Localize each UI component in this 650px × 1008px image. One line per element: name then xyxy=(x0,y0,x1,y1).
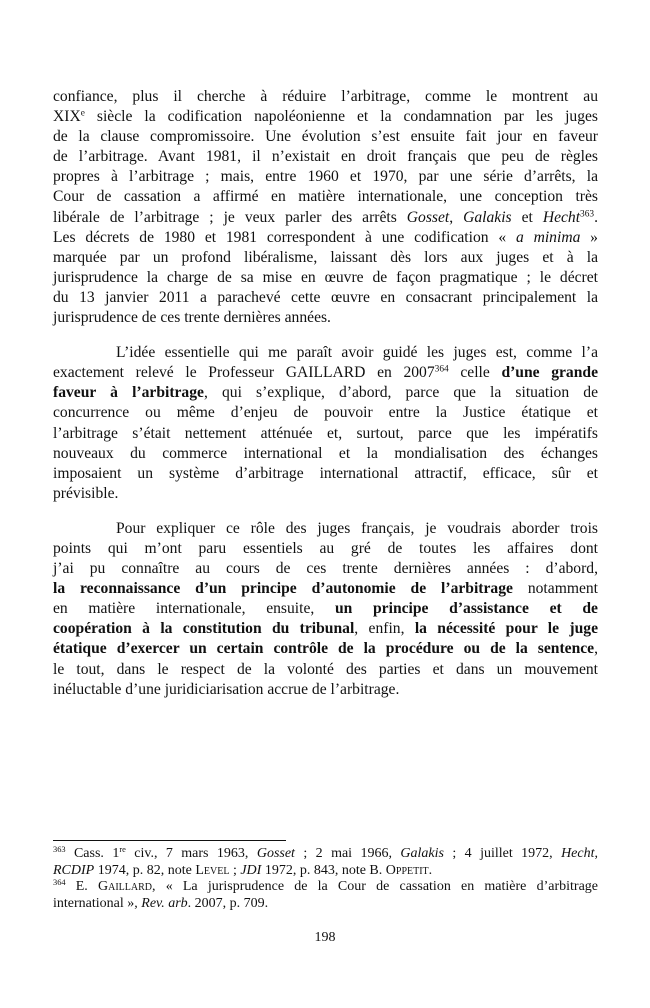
text-run: JDI xyxy=(240,862,262,878)
text-line xyxy=(53,363,598,383)
text-run: E. xyxy=(65,879,98,895)
text-run: , xyxy=(449,208,464,226)
text-line xyxy=(53,579,598,599)
text-run: XIX xyxy=(53,108,81,126)
paragraph xyxy=(53,87,598,328)
text-run: ; xyxy=(229,862,241,878)
text-run: , xyxy=(594,640,598,658)
footnote-line xyxy=(53,896,598,913)
text-run: de la clause compromissoire. Une évolution s’est ensuite fait jour en faveur xyxy=(53,128,598,146)
text-line xyxy=(53,444,598,464)
text-run: 1974, p. 82, note xyxy=(94,862,196,878)
text-run: Gaillard xyxy=(98,879,152,895)
text-run: a minima xyxy=(515,228,581,246)
text-run: exactement relevé le Professeur GAILLARD en 2007 xyxy=(53,364,435,382)
text-line xyxy=(53,383,598,403)
text-run: la nécessité pour le juge xyxy=(414,620,598,638)
text-run: Galakis xyxy=(463,208,512,226)
text-run: . xyxy=(428,862,433,878)
text-line xyxy=(53,484,598,504)
footnote-line xyxy=(53,863,598,880)
text-run: Cour de cassation a affirmé en matière internationale, une conception très xyxy=(53,188,598,206)
text-run: l’arbitrage s’était nettement atténuée et, surtout, parce que les impératifs xyxy=(53,424,598,442)
text-run: notamment xyxy=(512,580,598,598)
text-run: étatique d’exercer un certain contrôle de la procédure ou de la sentence xyxy=(53,640,595,658)
superscript: 363 xyxy=(53,844,66,854)
page-number: 198 xyxy=(314,930,336,945)
text-line xyxy=(53,288,598,308)
text-run: siècle la codification napoléonienne et la condamnation par les juges xyxy=(84,108,598,126)
text-run: marquée par un profond libéralisme, laissant dès lors aux juges et à la xyxy=(53,248,598,266)
text-run: RCDIP xyxy=(53,862,95,878)
text-run: en matière internationale, ensuite, xyxy=(53,600,335,618)
text-run: le tout, dans le respect de la volonté des parties et dans un mouvement xyxy=(53,660,598,678)
text-run: » xyxy=(580,228,598,246)
text-line xyxy=(53,127,598,147)
superscript: 364 xyxy=(434,364,449,375)
text-run: de l’arbitrage. Avant 1981, il n’existait en droit français que peu de règles xyxy=(53,148,598,166)
text-line xyxy=(53,187,598,207)
paragraph xyxy=(53,519,598,700)
text-run: international », xyxy=(53,895,142,911)
superscript: e xyxy=(80,108,85,119)
text-run: , qui s’explique, d’abord, parce que la situation de xyxy=(203,384,598,402)
text-run: , xyxy=(594,846,598,861)
text-run: la reconnaissance d’un principe d’autonomie de l’arbitrage xyxy=(53,580,513,598)
superscript: 363 xyxy=(580,208,595,219)
text-line xyxy=(53,308,598,328)
text-run: propres à l’arbitrage ; mais, entre 1960 et 1970, par une série d’arrêts, la xyxy=(53,168,598,186)
text-run: Pour expliquer ce rôle des juges français, je voudrais aborder trois xyxy=(116,519,598,537)
text-line xyxy=(53,660,598,680)
superscript: 364 xyxy=(53,878,66,888)
text-run: Gosset xyxy=(406,208,450,226)
text-run: Les décrets de 1980 et 1981 correspondent à une codification « xyxy=(53,228,516,246)
text-run: nouveaux du commerce international et la mondialisation des échanges xyxy=(53,444,598,462)
text-run: libérale de l’arbitrage ; je veux parler des arrêts xyxy=(53,208,407,226)
text-line xyxy=(53,424,598,444)
text-line xyxy=(53,147,598,167)
footnote-line xyxy=(53,879,598,896)
text-run: et xyxy=(511,208,543,226)
text-run: . xyxy=(594,208,598,226)
text-run: celle xyxy=(448,364,502,382)
text-line xyxy=(53,464,598,484)
text-run: Gosset xyxy=(256,846,295,861)
text-run: Galakis xyxy=(400,846,444,861)
text-run: imposaient un système d’arbitrage international attractif, efficace, sûr et xyxy=(53,464,598,482)
text-line xyxy=(53,87,598,107)
text-line xyxy=(53,639,598,659)
text-line xyxy=(53,343,598,363)
text-line xyxy=(53,208,598,228)
text-run: , « La jurisprudence de la Cour de cassation en matière d’arbitrage xyxy=(152,879,598,895)
footnote-separator xyxy=(53,840,286,841)
text-run: points qui m’ont paru essentiels au gré de toutes les affaires dont xyxy=(53,539,598,557)
text-run: concurrence ou même d’enjeu de pouvoir entre la Justice étatique et xyxy=(53,404,598,422)
text-line xyxy=(53,167,598,187)
text-run: confiance, plus il cherche à réduire l’arbitrage, comme le montrent au xyxy=(53,88,598,105)
text-line xyxy=(53,403,598,423)
body-text xyxy=(53,87,598,715)
text-run: coopération à la constitution du tribunal xyxy=(53,620,355,638)
text-line xyxy=(53,107,598,127)
text-run: Cass. 1 xyxy=(65,846,120,861)
text-run: prévisible. xyxy=(53,484,119,502)
text-line xyxy=(53,248,598,268)
superscript: re xyxy=(119,844,126,854)
text-run: j’ai pu connaître au cours de ces trente dernières années : d’abord, xyxy=(53,560,598,578)
text-line xyxy=(53,619,598,639)
text-run: civ., 7 mars 1963, xyxy=(125,846,257,861)
paragraph xyxy=(53,343,598,504)
text-run: du 13 janvier 2011 a parachevé cette œuvre en consacrant principalement la xyxy=(53,288,598,306)
text-line xyxy=(53,599,598,619)
text-line xyxy=(53,680,598,700)
text-run: L’idée essentielle qui me paraît avoir guidé les juges est, comme l’a xyxy=(116,344,598,362)
text-run: jurisprudence la charge de sa mise en œuvre de façon pragmatique ; le décret xyxy=(53,268,598,286)
footnote-line xyxy=(53,846,598,863)
text-run: faveur à l’arbitrage xyxy=(53,384,204,402)
text-line xyxy=(53,519,598,539)
text-run: . 2007, p. 709. xyxy=(187,895,269,911)
footnotes xyxy=(53,846,598,912)
text-run: 1972, p. 843, note B. xyxy=(261,862,386,878)
text-run: Hecht xyxy=(542,208,581,226)
text-run: ; 4 juillet 1972, xyxy=(443,846,562,861)
text-line xyxy=(53,559,598,579)
text-run: d’une grande xyxy=(501,364,598,382)
text-run: , enfin, xyxy=(354,620,415,638)
text-run: Rev. arb xyxy=(141,895,188,911)
text-line xyxy=(53,268,598,288)
text-line xyxy=(53,228,598,248)
text-run: inéluctable d’une juridiciarisation accrue de l’arbitrage. xyxy=(53,680,400,698)
text-run: un principe d’assistance et de xyxy=(334,600,598,618)
text-run: jurisprudence de ces trente dernières années. xyxy=(53,309,331,327)
text-line xyxy=(53,539,598,559)
text-run: ; 2 mai 1966, xyxy=(294,846,401,861)
text-run: Oppetit xyxy=(385,862,429,878)
text-run: Hecht xyxy=(561,846,595,861)
text-run: Level xyxy=(195,862,230,878)
